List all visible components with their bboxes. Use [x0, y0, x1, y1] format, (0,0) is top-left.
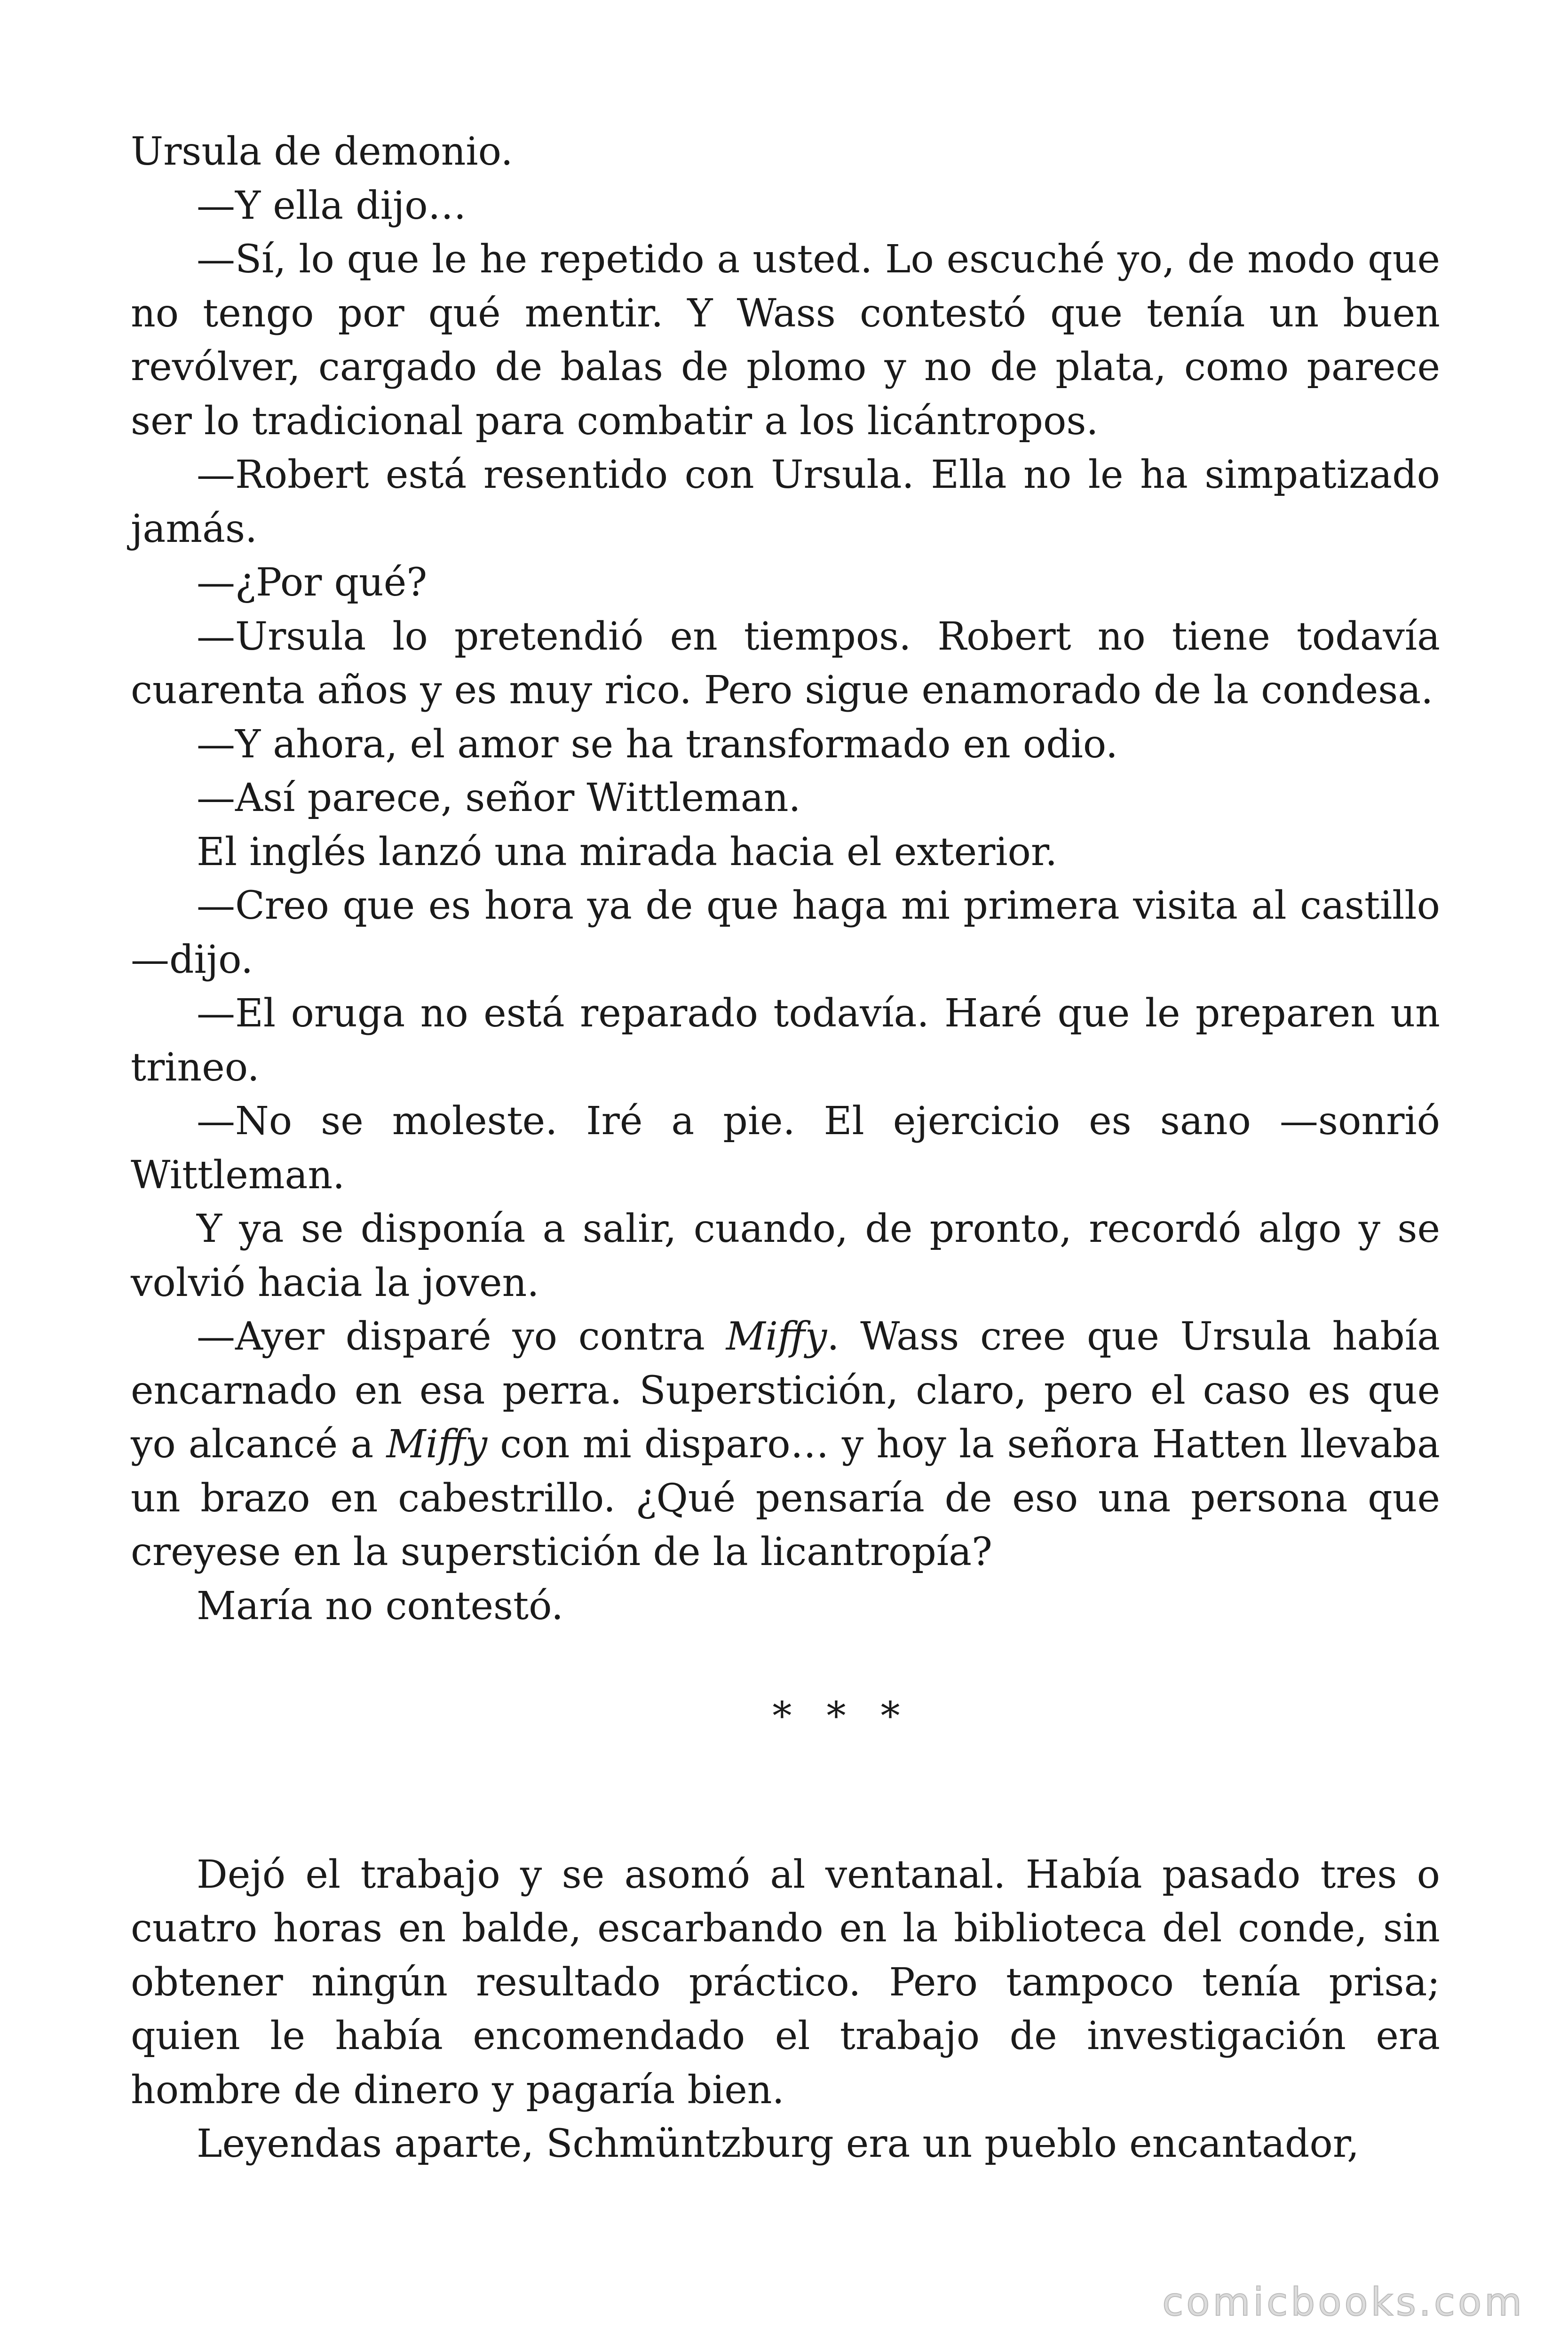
paragraph: —Robert está resentido con Ursula. Ella no le ha simpatizado jamás. — [131, 453, 1440, 551]
paragraph: El inglés lanzó una mirada hacia el exterior. — [197, 829, 1058, 874]
paragraph: —Y ella dijo… — [197, 183, 467, 228]
paragraph: —Ursula lo pretendió en tiempos. Robert no tiene todavía cuarenta años y es muy rico. Pero sigue enamorado de la condesa. — [131, 614, 1440, 713]
italic-name: Miffy — [726, 1314, 827, 1359]
text-run: con mi disparo… y hoy la señora Hatten llevaba un brazo en cabestrillo. ¿Qué pensaría de eso una persona que creyese en la superstición de la licantropía? — [131, 1422, 1441, 1574]
paragraph: —¿Por qué? — [197, 560, 428, 605]
paragraph: —Creo que es hora ya de que haga mi primera visita al castillo —dijo. — [131, 883, 1440, 982]
paragraph: —Así parece, señor Wittleman. — [197, 776, 801, 820]
text-run: —Ayer disparé yo contra — [197, 1314, 726, 1359]
paragraph: —El oruga no está reparado todavía. Haré que le preparen un trineo. — [131, 991, 1440, 1090]
paragraph: Dejó el trabajo y se asomó al ventanal. Había pasado tres o cuatro horas en balde, escarbando en la biblioteca del conde, sin obtener ningún resultado práctico. Pero tampoco tenía prisa; quien le había encomendado el trabajo de investigación era hombre de dinero y pagaría bien. — [131, 1852, 1440, 2113]
paragraph: —No se moleste. Iré a pie. El ejercicio es sano —sonrió Wittleman. — [131, 1099, 1440, 1198]
paragraph: —Y ahora, el amor se ha transformado en odio. — [197, 722, 1118, 767]
text-run: . Wass cree que Ursula había encarnado en esa perra. Superstición, claro, pero el caso es que yo alcancé a — [131, 1314, 1440, 1467]
paragraph: Ursula de demonio. — [131, 129, 513, 174]
paragraph: Leyendas aparte, Schmüntzburg era un pueblo encantador, — [197, 2122, 1360, 2166]
body-text — [131, 125, 1440, 2171]
paragraph: —Sí, lo que le he repetido a usted. Lo escuché yo, de modo que no tengo por qué mentir. Y Wass contestó que tenía un buen revólver, cargado de balas de plomo y no de plata, como parece ser lo tradicional para combatir a los licántropos. — [131, 237, 1440, 444]
italic-name: Miffy — [386, 1422, 488, 1467]
paragraph: Y ya se disponía a salir, cuando, de pronto, recordó algo y se volvió hacia la joven. — [131, 1207, 1440, 1305]
section-separator: * * * — [772, 1694, 911, 1739]
watermark-text: comicbooks.com — [1162, 2280, 1525, 2325]
paragraph: María no contestó. — [197, 1583, 564, 1629]
paragraph-miffy — [131, 1310, 1440, 1580]
